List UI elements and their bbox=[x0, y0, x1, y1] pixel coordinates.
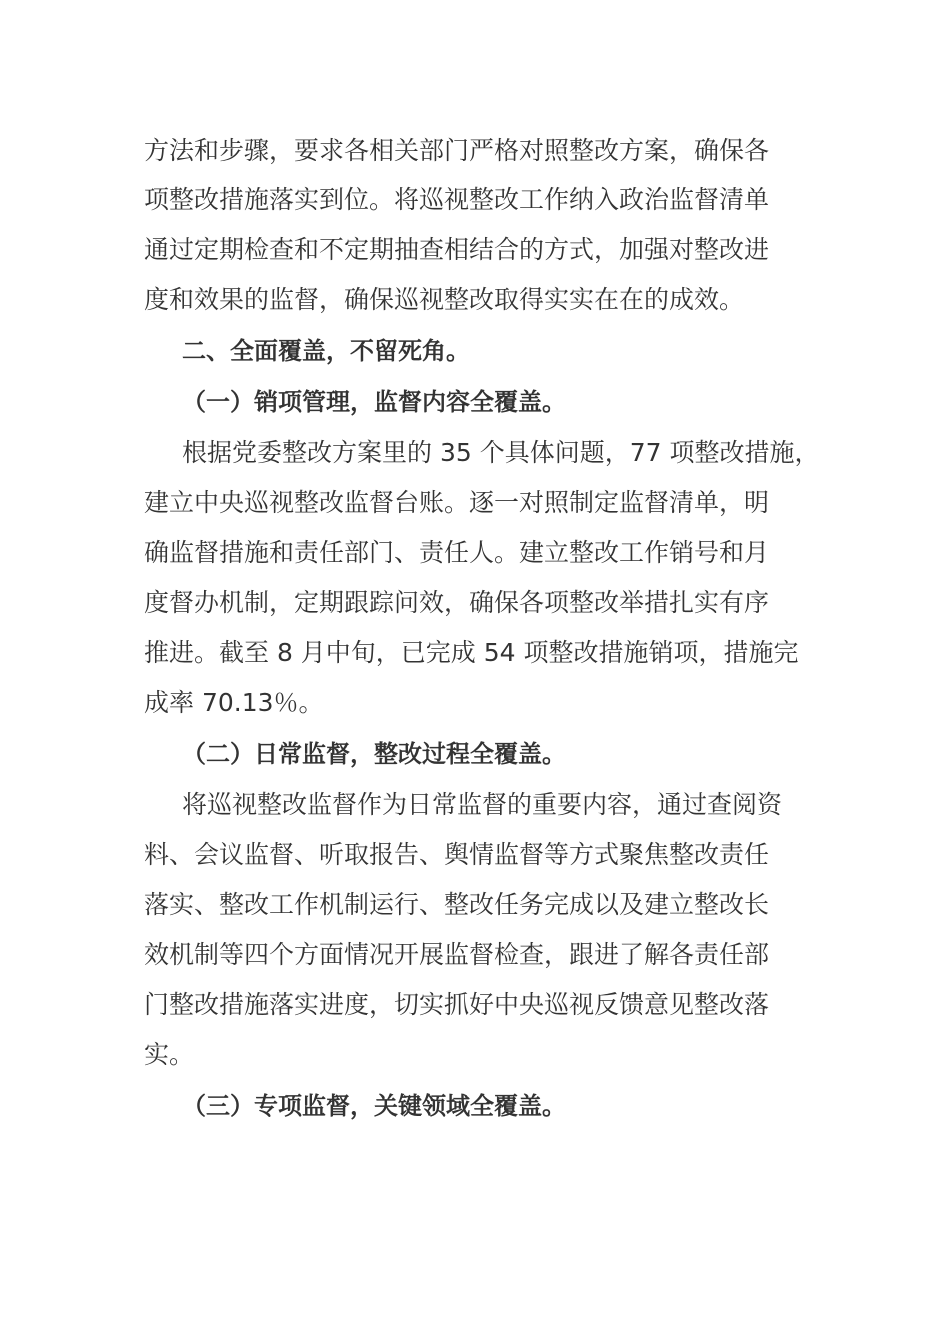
paragraph-line: 料、会议监督、听取报告、舆情监督等方式聚焦整改责任 bbox=[144, 840, 770, 869]
paragraph-line: 度和效果的监督，确保巡视整改取得实实在在的成效。 bbox=[144, 285, 745, 314]
subsection-heading: （一）销项管理，监督内容全覆盖。 bbox=[182, 388, 566, 416]
paragraph-line: 推进。截至 8 月中旬，已完成 54 项整改措施销项，措施完 bbox=[144, 638, 799, 667]
paragraph-line: 度督办机制，定期跟踪问效，确保各项整改举措扎实有序 bbox=[144, 588, 770, 617]
paragraph-line: 建立中央巡视整改监督台账。逐一对照制定监督清单，明 bbox=[144, 488, 770, 517]
paragraph-line: 实。 bbox=[144, 1040, 195, 1069]
paragraph-line: 根据党委整改方案里的 35 个具体问题，77 项整改措施， bbox=[182, 438, 820, 467]
paragraph-line: 成率 70.13％。 bbox=[144, 688, 324, 717]
paragraph-line: 项整改措施落实到位。将巡视整改工作纳入政治监督清单 bbox=[144, 185, 770, 214]
subsection-heading: （三）专项监督，关键领域全覆盖。 bbox=[182, 1092, 566, 1120]
paragraph-line: 通过定期检查和不定期抽查相结合的方式，加强对整改进 bbox=[144, 235, 770, 264]
paragraph-line: 效机制等四个方面情况开展监督检查，跟进了解各责任部 bbox=[144, 940, 770, 969]
paragraph-line: 落实、整改工作机制运行、整改任务完成以及建立整改长 bbox=[144, 890, 770, 919]
paragraph-line: 确监督措施和责任部门、责任人。建立整改工作销号和月 bbox=[144, 538, 770, 567]
paragraph-line: 门整改措施落实进度，切实抓好中央巡视反馈意见整改落 bbox=[144, 990, 770, 1019]
paragraph-line: 方法和步骤，要求各相关部门严格对照整改方案，确保各 bbox=[144, 136, 770, 165]
paragraph-line: 将巡视整改监督作为日常监督的重要内容，通过查阅资 bbox=[182, 790, 783, 819]
section-heading: 二、全面覆盖，不留死角。 bbox=[182, 337, 470, 365]
subsection-heading: （二）日常监督，整改过程全覆盖。 bbox=[182, 740, 566, 768]
